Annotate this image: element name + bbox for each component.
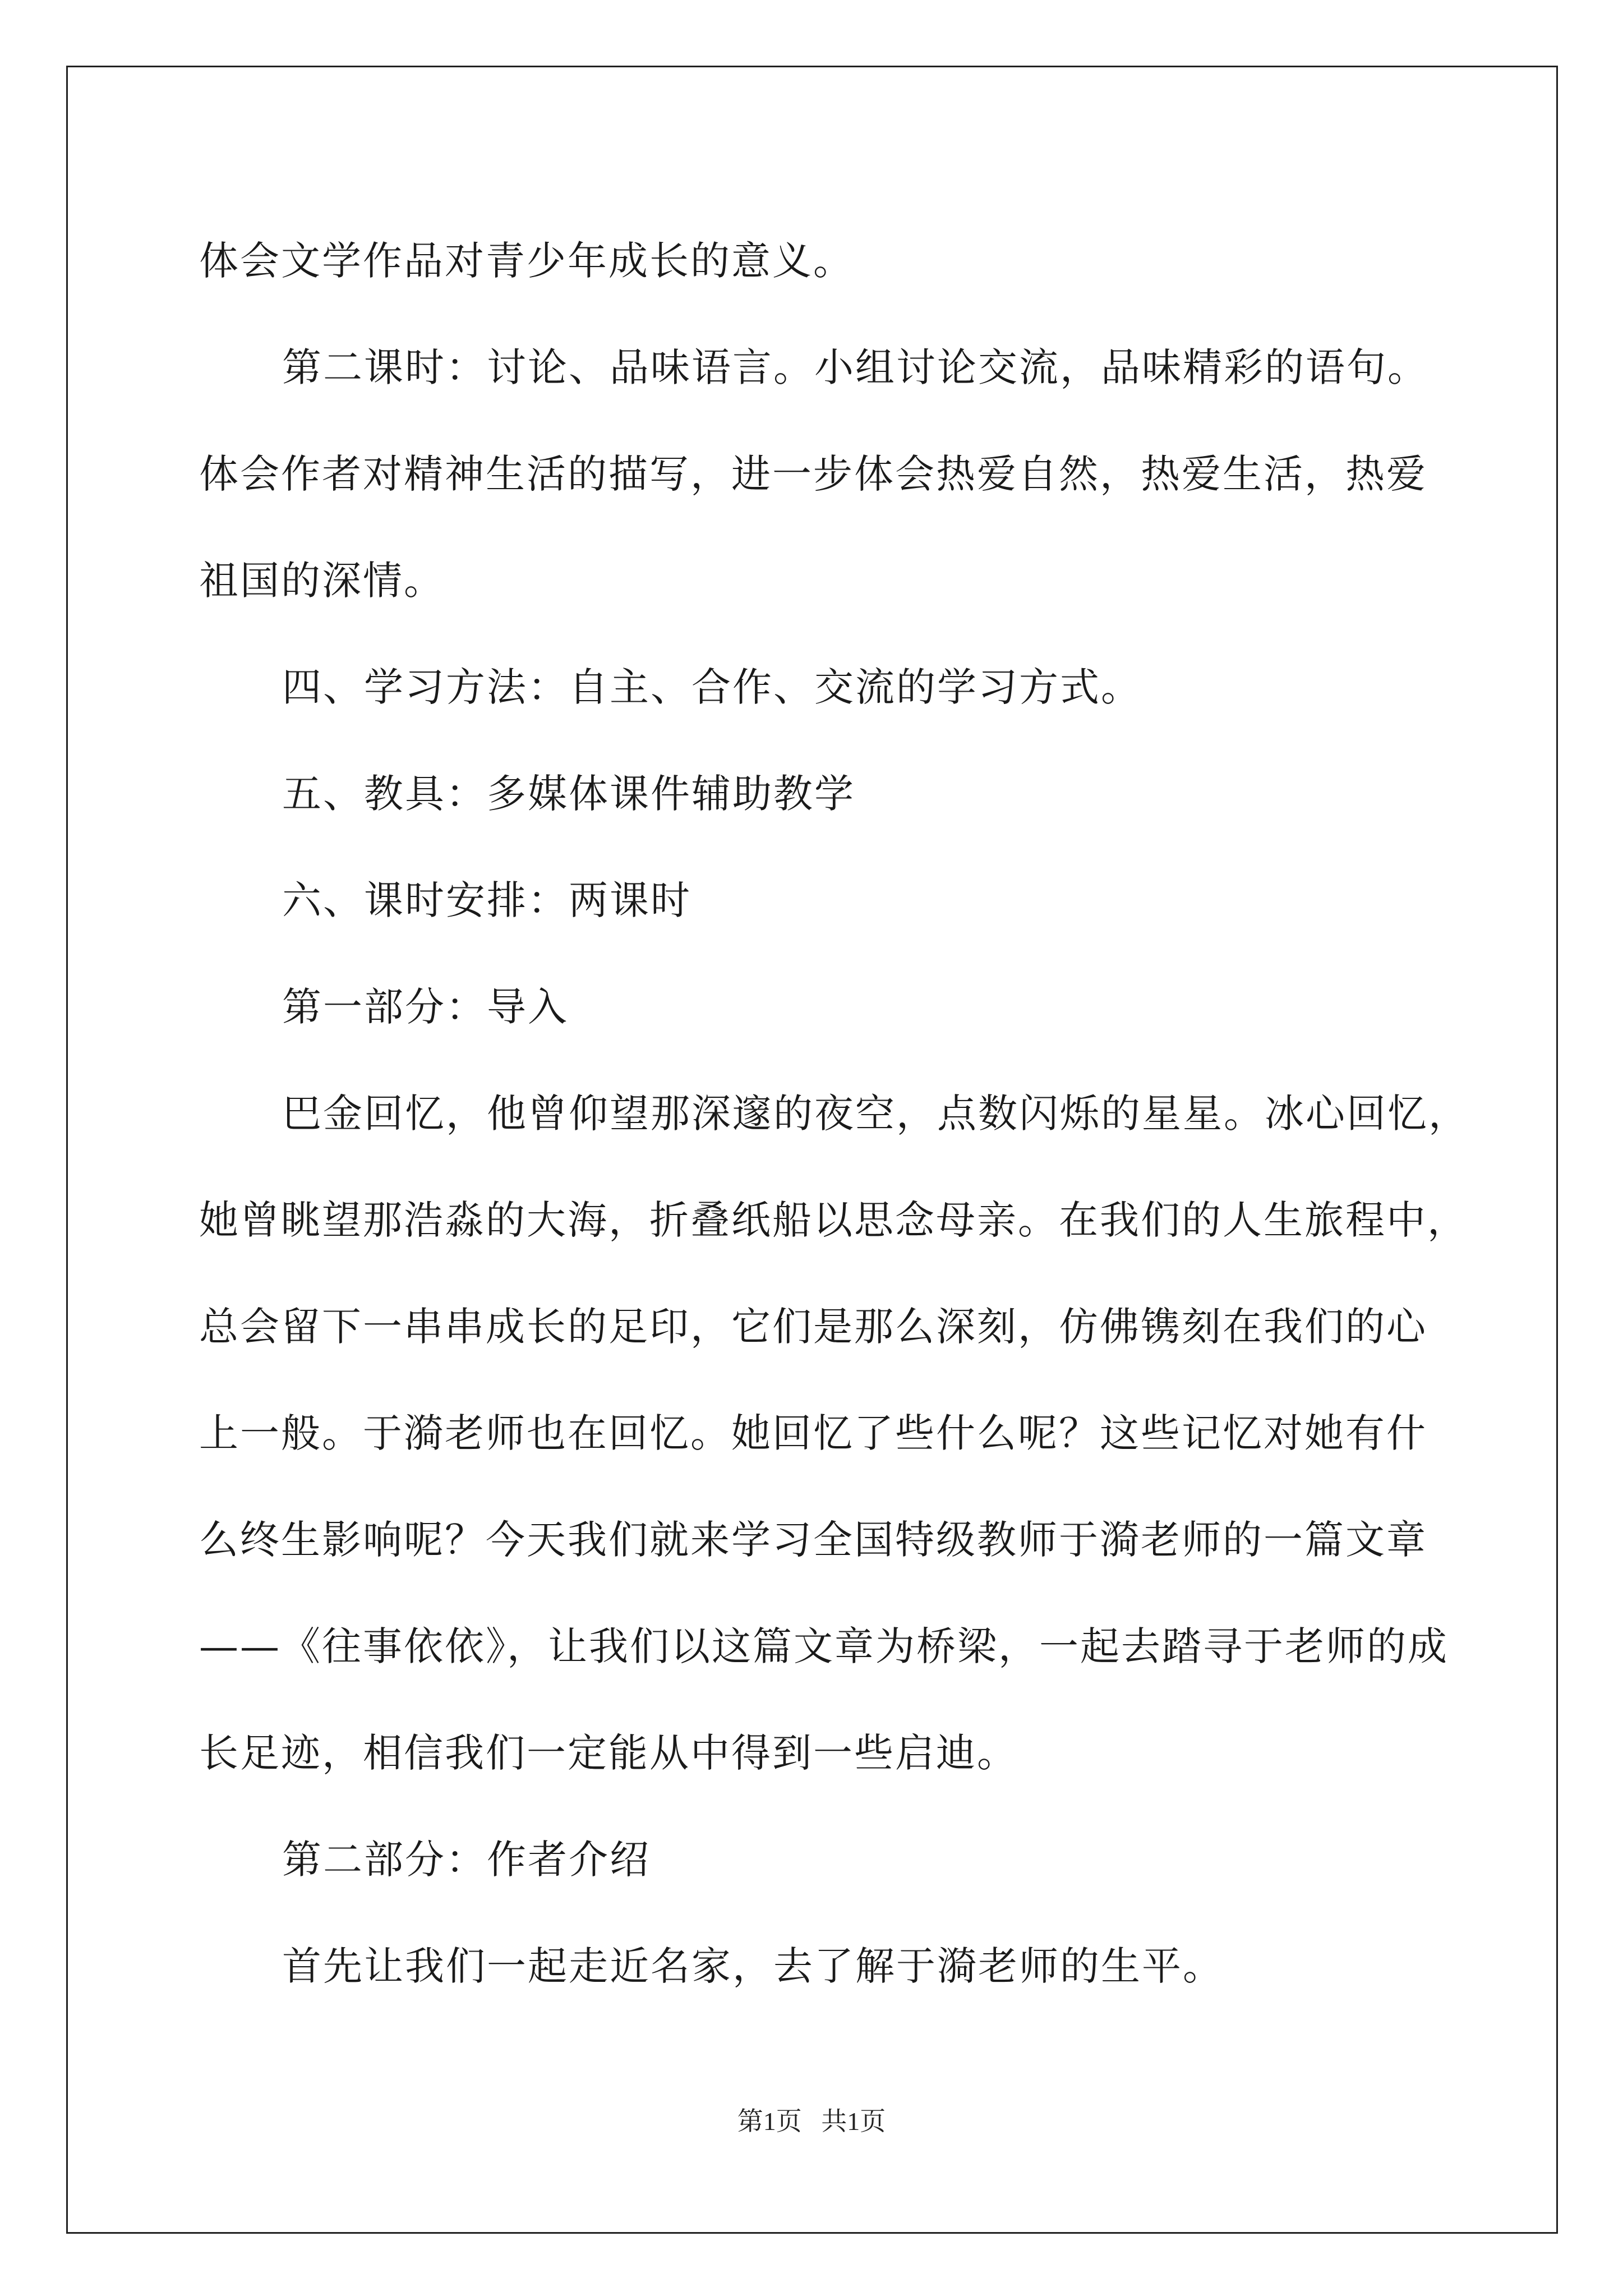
text-line-16: 第二部分：作者介绍	[282, 1837, 651, 1883]
text-line-4: 祖国的深情。	[199, 558, 445, 604]
text-line-8: 第一部分：导入	[282, 984, 569, 1030]
text-line-13: 么终生影响呢？今天我们就来学习全国特级教师于漪老师的一篇文章	[199, 1517, 1427, 1563]
text-line-2: 第二课时：讨论、品味语言。小组讨论交流，品味精彩的语句。	[282, 344, 1428, 390]
text-line-6: 五、教具：多媒体课件辅助教学	[282, 771, 855, 817]
text-line-12: 上一般。于漪老师也在回忆。她回忆了些什么呢？这些记忆对她有什	[199, 1410, 1427, 1456]
text-line-1: 体会文学作品对青少年成长的意义。	[199, 238, 854, 284]
text-line-17: 首先让我们一起走近名家，去了解于漪老师的生平。	[282, 1943, 1224, 1989]
text-line-14: ——《往事依依》，让我们以这篇文章为桥梁，一起去踏寻于老师的成	[199, 1623, 1449, 1669]
text-line-3: 体会作者对精神生活的描写，进一步体会热爱自然，热爱生活，热爱	[199, 451, 1427, 497]
text-line-5: 四、学习方法：自主、合作、交流的学习方式。	[282, 664, 1142, 710]
text-line-9: 巴金回忆，他曾仰望那深邃的夜空，点数闪烁的星星。冰心回忆，	[282, 1091, 1469, 1137]
text-line-7: 六、课时安排：两课时	[282, 877, 691, 923]
page-number-footer: 第1页 共1页	[737, 2107, 886, 2136]
text-line-11: 总会留下一串串成长的足印，它们是那么深刻，仿佛镌刻在我们的心	[199, 1304, 1427, 1350]
text-line-10: 她曾眺望那浩淼的大海，折叠纸船以思念母亲。在我们的人生旅程中，	[199, 1197, 1468, 1243]
document-body	[199, 208, 1469, 2019]
text-line-15: 长足迹，相信我们一定能从中得到一些启迪。	[199, 1730, 1018, 1776]
